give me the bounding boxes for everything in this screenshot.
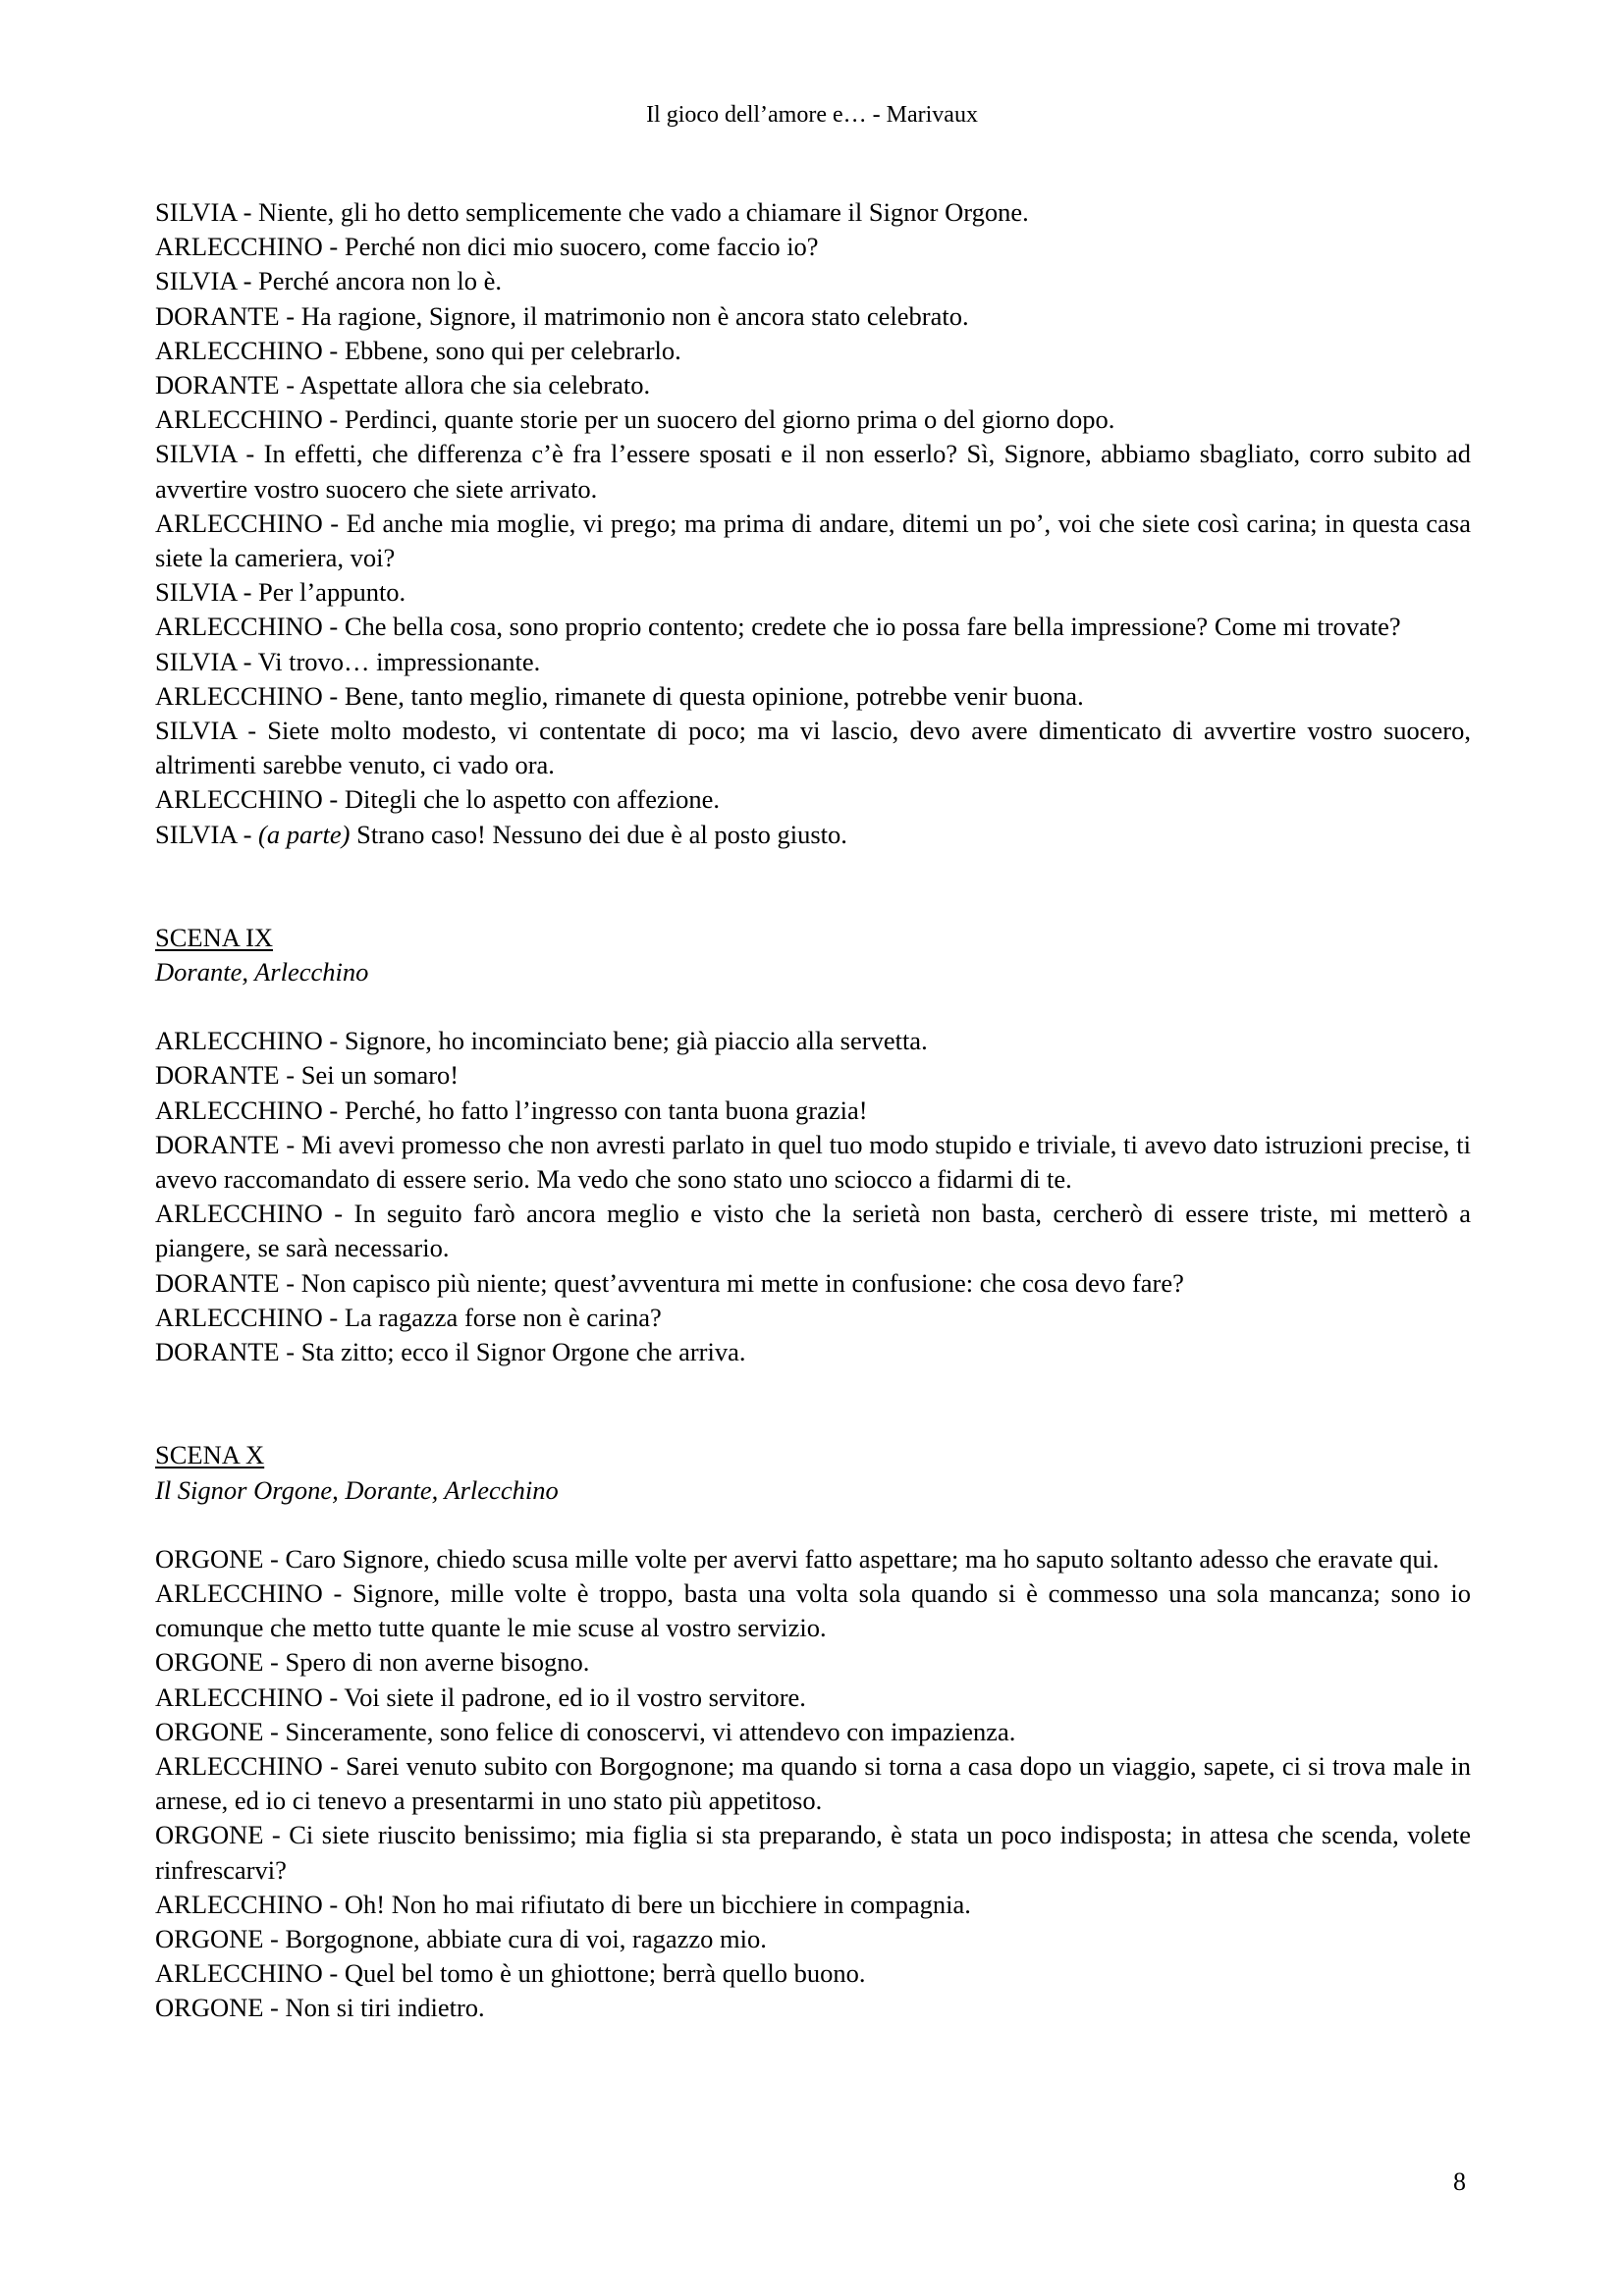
dialogue-text: Perché non dici mio suocero, come faccio io? <box>344 232 819 262</box>
dialogue-line <box>155 1266 1471 1301</box>
speaker-name: DORANTE <box>155 1129 280 1159</box>
dialogue-text: Ebbene, sono qui per celebrarlo. <box>344 335 681 365</box>
dialogue-text: Signore, mille volte è troppo, basta una volta sola quando si è commesso una sola mancanza; sono io comunque che metto tutte quante le mie scuse al vostro servizio. <box>155 1577 1471 1643</box>
dialogue-line <box>155 1128 1471 1197</box>
dialogue-line <box>155 1749 1471 1818</box>
speaker-name: ARLECCHINO <box>155 612 323 642</box>
dialogue-text: Non capisco più niente; quest’avventura mi mette in confusione: che cosa devo fare? <box>300 1267 1184 1298</box>
dialogue-line <box>155 1991 1471 2025</box>
speaker-separator: - <box>279 1267 301 1298</box>
speaker-name: SILVIA <box>155 439 237 469</box>
dialogue-line <box>155 230 1471 264</box>
speaker-separator: - <box>263 1923 286 1953</box>
scene-title: SCENA X <box>155 1440 265 1470</box>
speaker-name: ORGONE <box>155 1923 264 1953</box>
scene-ix <box>155 921 1471 1369</box>
dialogue-line <box>155 1197 1471 1265</box>
scene-viii-dialogue <box>155 195 1471 852</box>
dialogue-line <box>155 1024 1471 1058</box>
dialogue-line <box>155 1922 1471 1956</box>
speaker-separator: - <box>263 1716 286 1746</box>
speaker-name: ARLECCHINO <box>155 335 323 365</box>
dialogue-line <box>155 402 1471 437</box>
dialogue-text: Quel bel tomo è un ghiottone; berrà quello buono. <box>344 1958 866 1989</box>
speaker-separator: - <box>322 1302 345 1332</box>
dialogue-text: Oh! Non ho mai rifiutato di bere un bicchiere in compagnia. <box>344 1889 971 1919</box>
dialogue-line <box>155 1301 1471 1335</box>
speaker-name: ARLECCHINO <box>155 1026 323 1056</box>
dialogue-text: Signore, ho incominciato bene; già piaccio alla servetta. <box>344 1026 928 1056</box>
speaker-name: ARLECCHINO <box>155 1682 323 1712</box>
speaker-separator: - <box>263 1647 286 1678</box>
dialogue-line <box>155 195 1471 230</box>
dialogue-line <box>155 1542 1471 1576</box>
dialogue-line <box>155 818 1471 852</box>
speaker-separator: - <box>322 1682 345 1712</box>
dialogue-text: In seguito farò ancora meglio e visto che la serietà non basta, cercherò di essere triste, mi metterò a piangere, se sarà necessario. <box>155 1199 1471 1263</box>
speaker-separator: - <box>236 197 259 227</box>
speaker-name: DORANTE <box>155 1267 280 1298</box>
dialogue-line <box>155 782 1471 817</box>
dialogue-line <box>155 1956 1471 1991</box>
speaker-separator: - <box>236 819 259 849</box>
dialogue-line <box>155 507 1471 575</box>
speaker-separator: - <box>279 370 300 400</box>
speaker-name: SILVIA <box>155 266 237 296</box>
dialogue-text: Siete molto modesto, vi contentate di poco; ma vi lascio, devo avere dimenticato di avvertire vostro suocero, altrimenti sarebbe venuto, ci vado ora. <box>155 716 1471 780</box>
dialogue-text: Sei un somaro! <box>300 1060 460 1091</box>
speaker-separator: - <box>322 404 345 435</box>
stage-direction: (a parte) <box>258 819 351 849</box>
speaker-name: SILVIA <box>155 716 237 746</box>
dialogue-text: Caro Signore, chiedo scusa mille volte per avervi fatto aspettare; ma ho saputo soltanto adesso che eravate qui. <box>285 1543 1439 1574</box>
dialogue-line <box>155 437 1471 506</box>
speaker-separator: - <box>279 1129 301 1159</box>
scene-cast: Dorante, Arlecchino <box>155 957 369 988</box>
dialogue-text: Strano caso! Nessuno dei due è al posto giusto. <box>356 819 847 849</box>
speaker-separator: - <box>322 507 347 538</box>
speaker-name: DORANTE <box>155 300 280 331</box>
dialogue-line <box>155 645 1471 679</box>
scene-ix-dialogue <box>155 1024 1471 1369</box>
dialogue-line <box>155 1094 1471 1128</box>
speaker-name: ARLECCHINO <box>155 1958 323 1989</box>
page-header <box>0 100 1624 130</box>
running-title: Il gioco dell’amore e… - Marivaux <box>646 102 978 128</box>
speaker-name: DORANTE <box>155 1337 280 1367</box>
dialogue-text: La ragazza forse non è carina? <box>344 1302 662 1332</box>
dialogue-line <box>155 1681 1471 1715</box>
speaker-separator: - <box>322 612 345 642</box>
dialogue-text: Sinceramente, sono felice di conoscervi, vi attendevo con impazienza. <box>285 1716 1016 1746</box>
dialogue-line <box>155 1645 1471 1680</box>
dialogue-text: Niente, gli ho detto semplicemente che vado a chiamare il Signor Orgone. <box>258 197 1029 227</box>
speaker-separator: - <box>322 1889 345 1919</box>
dialogue-text: Aspettate allora che sia celebrato. <box>299 370 651 400</box>
dialogue-text: Non si tiri indietro. <box>285 1993 485 2023</box>
speaker-name: ARLECCHINO <box>155 507 323 538</box>
dialogue-text: Spero di non averne bisogno. <box>285 1647 590 1678</box>
speaker-name: ARLECCHINO <box>155 1889 323 1919</box>
speaker-separator: - <box>263 1543 286 1574</box>
speaker-name: ARLECCHINO <box>155 404 323 435</box>
dialogue-line <box>155 575 1471 610</box>
dialogue-line <box>155 299 1471 334</box>
speaker-name: SILVIA <box>155 819 237 849</box>
dialogue-text: Ha ragione, Signore, il matrimonio non è ancora stato celebrato. <box>300 300 969 331</box>
speaker-separator: - <box>322 335 345 365</box>
dialogue-text: Sarei venuto subito con Borgognone; ma quando si torna a casa dopo un viaggio, sapete, ci si trova male in arnese, ed io ci tenevo a presentarmi in uno stato più appetitoso. <box>155 1750 1472 1816</box>
dialogue-text: Perché, ho fatto l’ingresso con tanta buona grazia! <box>344 1095 868 1125</box>
speaker-separator: - <box>322 1026 345 1056</box>
scene-title: SCENA IX <box>155 922 274 952</box>
dialogue-text: Per l’appunto. <box>258 577 406 608</box>
speaker-separator: - <box>322 1577 353 1608</box>
speaker-name: SILVIA <box>155 646 237 676</box>
speaker-name: ORGONE <box>155 1543 264 1574</box>
speaker-name: ARLECCHINO <box>155 1095 323 1125</box>
scene-x <box>155 1438 1471 2025</box>
dialogue-text: Perdinci, quante storie per un suocero del giorno prima o del giorno dopo. <box>344 404 1115 435</box>
dialogue-text: Voi siete il padrone, ed io il vostro servitore. <box>344 1682 806 1712</box>
dialogue-line <box>155 679 1471 714</box>
speaker-separator: - <box>279 300 301 331</box>
dialogue-line <box>155 1818 1471 1887</box>
scene-x-dialogue <box>155 1542 1471 2026</box>
dialogue-line <box>155 368 1471 402</box>
speaker-separator: - <box>279 1337 301 1367</box>
speaker-name: ORGONE <box>155 1716 264 1746</box>
speaker-name: ARLECCHINO <box>155 1199 323 1229</box>
page-content <box>155 195 1471 2026</box>
speaker-name: ORGONE <box>155 1993 264 2023</box>
page-number: 8 <box>1453 2167 1466 2196</box>
dialogue-line <box>155 334 1471 368</box>
dialogue-text: Sta zitto; ecco il Signor Orgone che arriva. <box>300 1337 746 1367</box>
speaker-name: ORGONE <box>155 1647 264 1678</box>
dialogue-text: Perché ancora non lo è. <box>258 266 503 296</box>
dialogue-line <box>155 1576 1471 1645</box>
speaker-name: DORANTE <box>155 370 280 400</box>
speaker-name: SILVIA <box>155 577 237 608</box>
speaker-separator: - <box>279 1060 301 1091</box>
dialogue-line <box>155 1058 1471 1093</box>
speaker-name: ARLECCHINO <box>155 1750 323 1781</box>
dialogue-line <box>155 1335 1471 1369</box>
dialogue-text: Ci siete riuscito benissimo; mia figlia si sta preparando, è stata un poco indisposta; in attesa che scenda, volete rinfrescarvi? <box>155 1820 1471 1885</box>
speaker-separator: - <box>263 1820 290 1850</box>
dialogue-line <box>155 1888 1471 1922</box>
speaker-separator: - <box>322 784 345 815</box>
speaker-separator: - <box>236 266 259 296</box>
speaker-name: SILVIA <box>155 197 237 227</box>
dialogue-text: Ditegli che lo aspetto con affezione. <box>344 784 721 815</box>
dialogue-text: Ed anche mia moglie, vi prego; ma prima di andare, ditemi un po’, voi che siete così carina; in questa casa siete la cameriera, voi? <box>155 507 1471 573</box>
speaker-separator: - <box>236 439 264 469</box>
speaker-name: ARLECCHINO <box>155 784 323 815</box>
dialogue-text: Borgognone, abbiate cura di voi, ragazzo mio. <box>285 1923 767 1953</box>
dialogue-line <box>155 264 1471 298</box>
speaker-name: ARLECCHINO <box>155 1302 323 1332</box>
speaker-name: DORANTE <box>155 1060 280 1091</box>
speaker-separator: - <box>236 577 259 608</box>
speaker-separator: - <box>322 1958 345 1989</box>
speaker-name: ARLECCHINO <box>155 232 323 262</box>
scene-cast: Il Signor Orgone, Dorante, Arlecchino <box>155 1474 559 1505</box>
speaker-name: ORGONE <box>155 1820 264 1850</box>
speaker-separator: - <box>263 1993 286 2023</box>
dialogue-line <box>155 714 1471 782</box>
dialogue-text: Vi trovo… impressionante. <box>257 646 541 676</box>
speaker-separator: - <box>236 646 258 676</box>
speaker-name: ARLECCHINO <box>155 680 323 711</box>
dialogue-line <box>155 1715 1471 1749</box>
speaker-separator: - <box>322 1199 354 1229</box>
dialogue-text: In effetti, che differenza c’è fra l’essere sposati e il non esserlo? Sì, Signore, abbiamo sbagliato, corro subito ad avvertire vostro suocero che siete arrivato. <box>155 439 1471 504</box>
dialogue-text: Mi avevi promesso che non avresti parlato in quel tuo modo stupido e triviale, ti avevo dato istruzioni precise, ti avevo raccomandato di essere serio. Ma vedo che sono stato uno sciocco a fidarmi di te. <box>155 1129 1471 1195</box>
speaker-name: ARLECCHINO <box>155 1577 323 1608</box>
dialogue-text: Che bella cosa, sono proprio contento; credete che io possa fare bella impressione? Come mi trovate? <box>344 612 1401 642</box>
speaker-separator: - <box>322 1095 345 1125</box>
speaker-separator: - <box>322 232 345 262</box>
dialogue-line <box>155 610 1471 644</box>
speaker-separator: - <box>322 680 345 711</box>
speaker-separator: - <box>236 716 268 746</box>
speaker-separator: - <box>322 1750 347 1781</box>
dialogue-text: Bene, tanto meglio, rimanete di questa opinione, potrebbe venir buona. <box>344 680 1084 711</box>
